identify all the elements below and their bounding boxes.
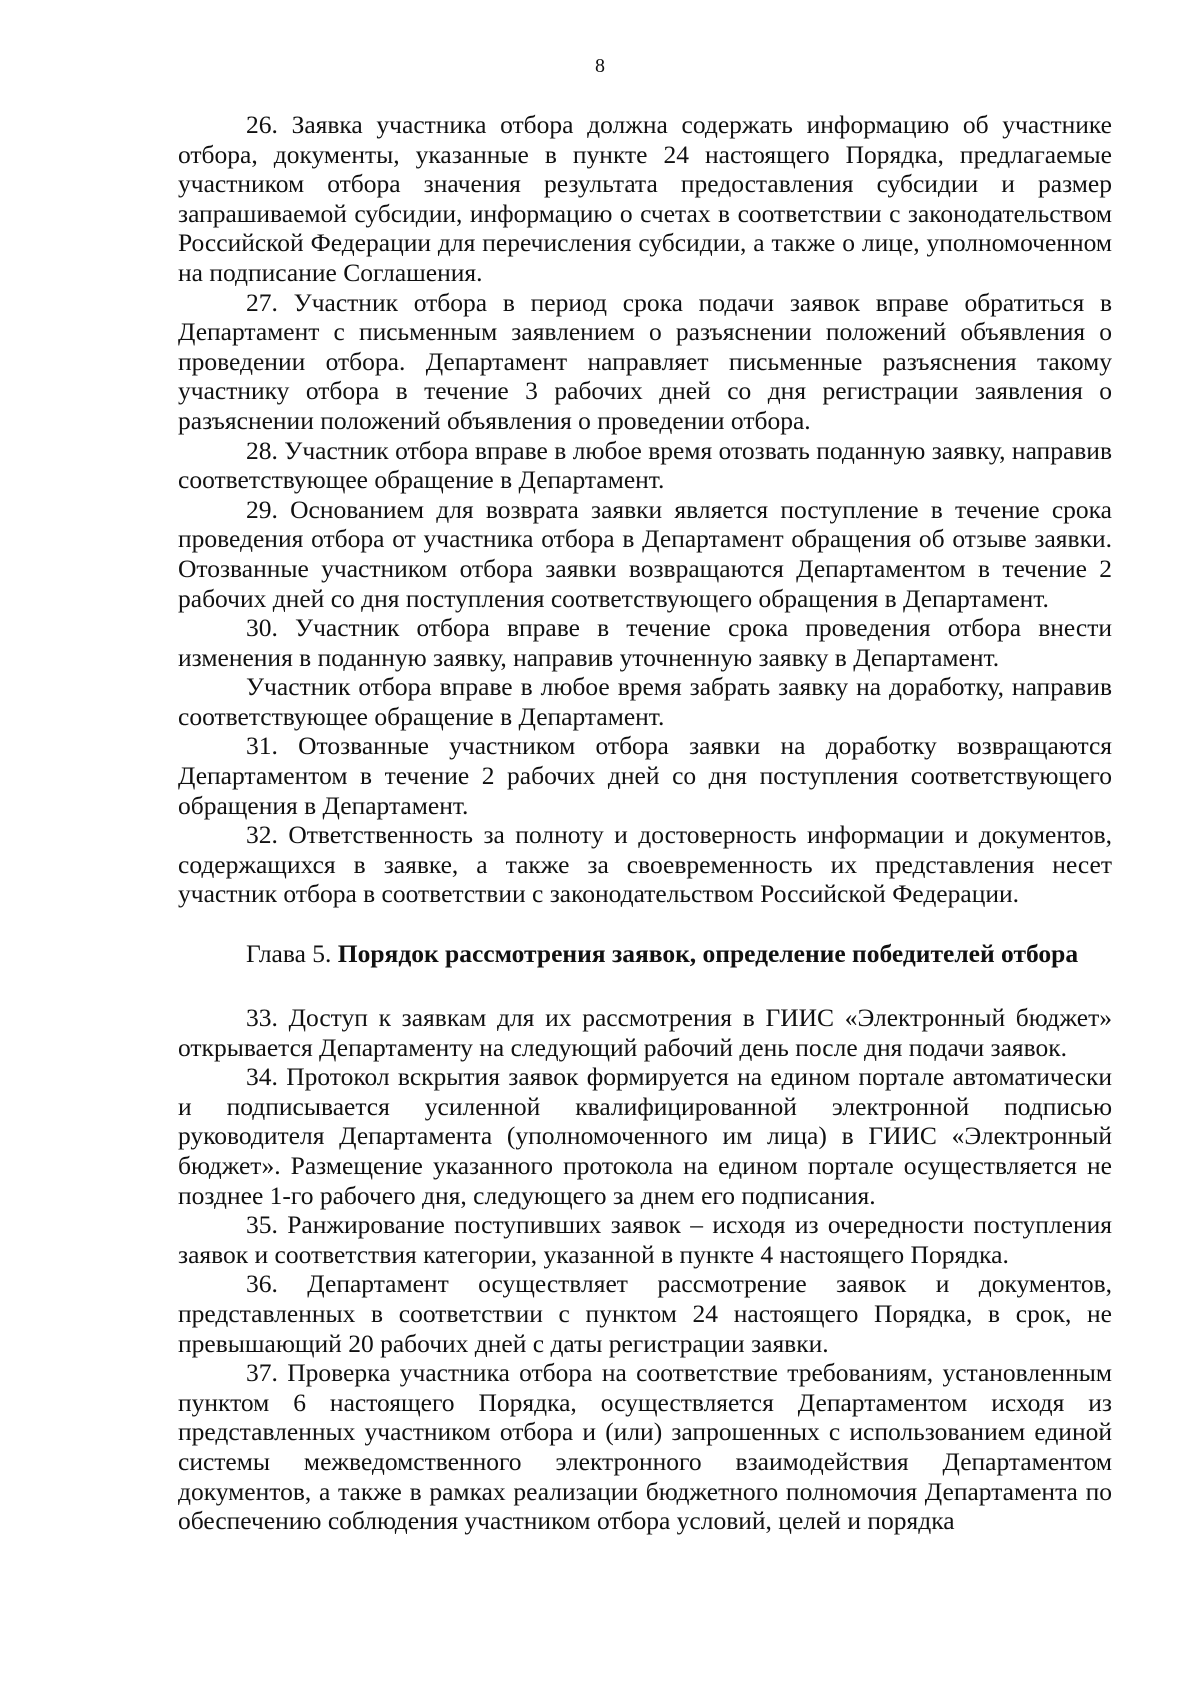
paragraph-32: 32. Ответственность за полноту и достоверность информации и документов, содержащихся в заявке, а также за своевременность их представления несет участник отбора в соответствии с законодательством Российской Федерации. [178,820,1112,909]
document-body [178,110,1112,1536]
paragraph-26: 26. Заявка участника отбора должна содержать информацию об участнике отбора, документы, указанные в пункте 24 настоящего Порядка, предлагаемые участником отбора значения результата предоставления субсидии и размер запрашиваемой субсидии, информацию о счетах в соответствии с законодательством Российской Федерации для перечисления субсидии, а также о лице, уполномоченном на подписание Соглашения. [178,110,1112,287]
paragraph-29: 29. Основанием для возврата заявки является поступление в течение срока проведения отбора от участника отбора в Департамент обращения об отзыве заявки. Отозванные участником отбора заявки возвращаются Департаментом в течение 2 рабочих дней со дня поступления соответствующего обращения в Департамент. [178,494,1112,613]
page-number: 8 [595,55,605,77]
chapter-heading [178,939,1112,969]
paragraph-27: 27. Участник отбора в период срока подачи заявок вправе обратиться в Департамент с письменным заявлением о разъяснении положений объявления о проведении отбора. Департамент направляет письменные разъяснения такому участнику отбора в течение 3 рабочих дней со дня регистрации заявления о разъяснении положений объявления о проведении отбора. [178,287,1112,435]
paragraph-30: 30. Участник отбора вправе в течение срока проведения отбора внести изменения в поданную заявку, направив уточненную заявку в Департамент. [178,613,1112,672]
paragraph-33: 33. Доступ к заявкам для их рассмотрения в ГИИС «Электронный бюджет» открывается Департаменту на следующий рабочий день после дня подачи заявок. [178,1003,1112,1062]
paragraph-35: 35. Ранжирование поступивших заявок – исходя из очередности поступления заявок и соответствия категории, указанной в пункте 4 настоящего Порядка. [178,1210,1112,1269]
chapter-title: Порядок рассмотрения заявок, определение победителей отбора [337,939,1079,969]
paragraph-30-continued: Участник отбора вправе в любое время забрать заявку на доработку, направив соответствующее обращение в Департамент. [178,672,1112,731]
chapter-prefix: Глава 5. [246,939,338,969]
paragraph-36: 36. Департамент осуществляет рассмотрение заявок и документов, представленных в соответствии с пунктом 24 настоящего Порядка, в срок, не превышающий 20 рабочих дней с даты регистрации заявки. [178,1269,1112,1358]
paragraph-34: 34. Протокол вскрытия заявок формируется на едином портале автоматически и подписывается усиленной квалифицированной электронной подписью руководителя Департамента (уполномоченного им лица) в ГИИС «Электронный бюджет». Размещение указанного протокола на едином портале осуществляется не позднее 1-го рабочего дня, следующего за днем его подписания. [178,1062,1112,1210]
paragraph-37: 37. Проверка участника отбора на соответствие требованиям, установленным пунктом 6 настоящего Порядка, осуществляется Департаментом исходя из представленных участником отбора и (или) запрошенных с использованием единой системы межведомственного электронного взаимодействия Департаментом документов, а также в рамках реализации бюджетного полномочия Департамента по обеспечению соблюдения участником отбора условий, целей и порядка [178,1358,1112,1536]
paragraph-31: 31. Отозванные участником отбора заявки на доработку возвращаются Департаментом в течение 2 рабочих дней со дня поступления соответствующего обращения в Департамент. [178,731,1112,820]
paragraph-28: 28. Участник отбора вправе в любое время отозвать поданную заявку, направив соответствующее обращение в Департамент. [178,435,1112,495]
